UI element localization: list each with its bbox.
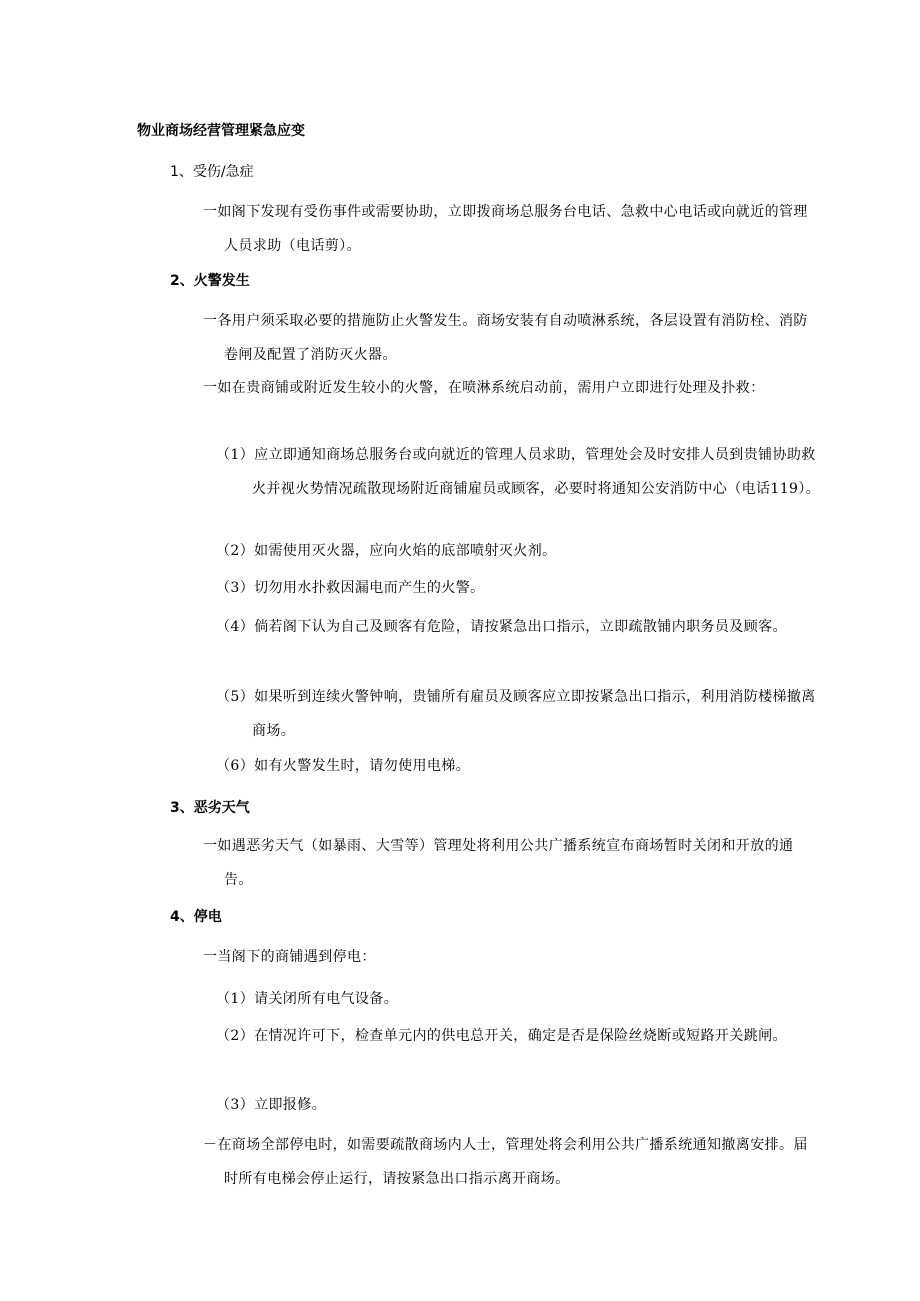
section-heading-fire: 2、火警发生 (170, 273, 250, 289)
paragraph-fire-prevention: 一各用户须采取必要的措施防止火警发生。商场安装有自动喷淋系统，各层设置有消防栓、消防卷闸及配置了消防灭火器。 (203, 313, 808, 363)
paragraph-weather: 一如遇恶劣天气（如暴雨、大雪等）管理处将利用公共广播系统宣布商场暂时关闭和开放的通告。 (203, 838, 794, 888)
list-item-power-1: （1）请关闭所有电气设备。 (216, 991, 399, 1007)
paragraph-power-evacuation: －在商场全部停电时，如需要疏散商场内人士，管理处将会利用公共广播系统通知撤离安排。届时所有电梯会停止运行，请按紧急出口指示离开商场。 (203, 1137, 808, 1187)
list-item-fire-1: （1）应立即通知商场总服务台或向就近的管理人员求助，管理处会及时安排人员到贵铺协助救火并视火势情况疏散现场附近商铺雇员或顾客，必要时将通知公安消防中心（电话119）。 (216, 447, 821, 497)
list-item-fire-6: （6）如有火警发生时，请勿使用电梯。 (216, 758, 471, 774)
paragraph-fire-small: 一如在贵商铺或附近发生较小的火警，在喷淋系统启动前，需用户立即进行处理及扑救： (203, 380, 765, 396)
list-item-power-3: （3）立即报修。 (216, 1097, 327, 1113)
paragraph-injury: 一如阁下发现有受伤事件或需要协助，立即拨商场总服务台电话、急救中心电话或向就近的管理人员求助（电话剪）。 (203, 204, 808, 254)
section-heading-injury: 1、受伤/急症 (170, 164, 254, 180)
list-item-power-2: （2）在情况许可下，检查单元内的供电总开关，确定是否是保险丝烧断或短路开关跳闸。 (216, 1028, 787, 1044)
document-title: 物业商场经营管理紧急应变 (137, 123, 305, 139)
list-item-fire-5: （5）如果听到连续火警钟响，贵铺所有雇员及顾客应立即按紧急出口指示，利用消防楼梯撤离商场。 (216, 689, 816, 739)
list-item-fire-2: （2）如需使用灭火器，应向火焰的底部喷射灭火剂。 (216, 543, 557, 559)
list-item-fire-4: （4）倘若阁下认为自己及顾客有危险，请按紧急出口指示，立即疏散铺内职务员及顾客。 (216, 619, 787, 635)
section-heading-weather: 3、恶劣天气 (170, 800, 250, 816)
paragraph-power-outage: 一当阁下的商铺遇到停电： (203, 949, 376, 965)
list-item-fire-3: （3）切勿用水扑救因漏电而产生的火警。 (216, 580, 485, 596)
section-heading-power: 4、停电 (170, 909, 222, 925)
